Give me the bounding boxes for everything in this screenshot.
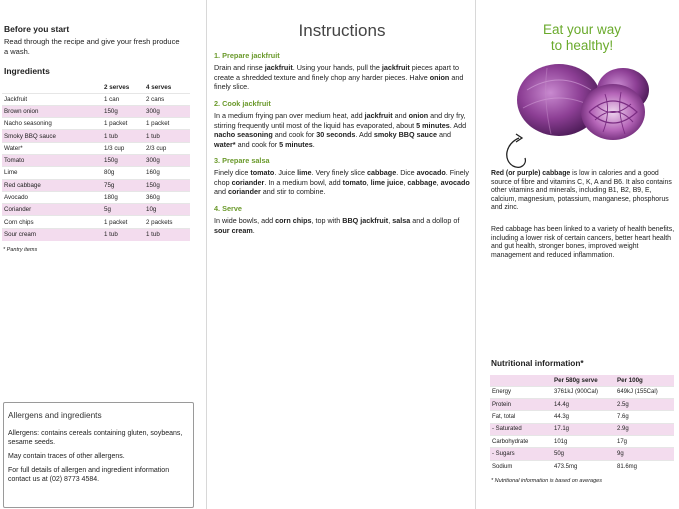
allergen-traces: May contain traces of other allergens. [8, 453, 125, 460]
nutrition-note: * Nutritional information is based on averages [491, 478, 602, 484]
step-2-heading: 2. Cook jackfruit [214, 99, 271, 108]
ingredient-row-cell: Corn chips [2, 216, 102, 228]
ingredient-row [2, 167, 190, 179]
ingredients-header-cell: 4 serves [146, 84, 172, 92]
ingredient-row-cell: Brown onion [2, 105, 102, 117]
ingredient-row-cell: 1 packet [102, 216, 144, 228]
eat-healthy-heading [527, 22, 637, 54]
before-you-start-heading: Before you start [4, 24, 70, 34]
step-3-heading: 3. Prepare salsa [214, 156, 270, 165]
nutrition-row-cell: 2.5g [615, 398, 674, 410]
allergen-contains: Allergens: contains cereals containing gluten, soybeans, sesame seeds. [8, 430, 183, 446]
ingredient-row [2, 179, 190, 191]
ingredient-row-cell: 1 tub [144, 228, 190, 240]
ingredient-row [2, 130, 190, 142]
step-2-body: In a medium frying pan over medium heat, add jackfruit and onion and dry fry, stirring frequently until most of the liquid has evaporated, about 5 minutes. Add nacho seasoning and cook for 30 seconds. Add smoky BBQ sauce and water* and cook for 5 minutes. [214, 111, 467, 149]
nutrition-row-cell: Carbohydrate [490, 436, 552, 448]
nutrition-row [490, 448, 674, 460]
nutrition-row [490, 398, 674, 410]
left-column [0, 0, 197, 509]
ingredient-row-cell: Red cabbage [2, 179, 102, 191]
nutrition-row [490, 423, 674, 435]
ingredient-row-cell: Coriander [2, 204, 102, 216]
ingredient-row-cell: 2 cans [144, 93, 190, 105]
ingredient-row-cell: Nacho seasoning [2, 118, 102, 130]
ingredient-row-cell: 1 packet [144, 118, 190, 130]
ingredients-table [2, 83, 190, 241]
nutrition-heading: Nutritional information* [491, 358, 584, 368]
ingredient-row-cell: 360g [144, 191, 190, 203]
ingredient-row-cell: 10g [144, 204, 190, 216]
ingredient-row-cell: 150g [102, 154, 144, 166]
ingredient-row-cell: Avocado [2, 191, 102, 203]
ingredient-row-cell: 300g [144, 154, 190, 166]
nutrition-header-row [490, 375, 674, 386]
nutrition-row-cell: 14.4g [552, 398, 615, 410]
nutrition-row-cell: 7.6g [615, 411, 674, 423]
cabbage-paragraph-1: Red (or purple) cabbage is low in calories and a good source of fibre and vitamins C, K, A and B6. It also contains other vitamins and minerals, including B1, B2, B9, E, calcium, magnesium, potassium, manganese, phosphorus and zinc. [491, 170, 672, 211]
red-cabbage-image [487, 60, 679, 170]
ingredient-row-cell: Water* [2, 142, 102, 154]
ingredient-row-cell: 2 packets [144, 216, 190, 228]
instructions-heading: Instructions [298, 21, 386, 40]
ingredient-row-cell: 1 tub [102, 130, 144, 142]
nutrition-row-cell: Fat, total [490, 411, 552, 423]
ingredient-row-cell: 180g [102, 191, 144, 203]
before-you-start-text: Read through the recipe and give your fresh produce a wash. [4, 37, 180, 56]
nutrition-header-cell [490, 375, 552, 386]
nutrition-row [490, 460, 674, 472]
allergen-heading: Allergens and ingredients [8, 410, 102, 420]
nutrition-row-cell: 473.5mg [552, 460, 615, 472]
nutrition-row-cell: - Saturated [490, 423, 552, 435]
ingredient-row [2, 191, 190, 203]
ingredient-row-cell: 160g [144, 167, 190, 179]
nutrition-row-cell: 101g [552, 436, 615, 448]
ingredient-row-cell: 1 tub [102, 228, 144, 240]
ingredient-row-cell: 150g [144, 179, 190, 191]
ingredient-row [2, 118, 190, 130]
ingredient-row-cell: 150g [102, 105, 144, 117]
nutrition-row-cell: 3761kJ (900Cal) [552, 386, 615, 398]
ingredient-row-cell: Sour cream [2, 228, 102, 240]
nutrition-row-cell: - Sugars [490, 448, 552, 460]
nutrition-table [490, 375, 674, 473]
nutrition-row-cell: Sodium [490, 460, 552, 472]
ingredient-row-cell: 300g [144, 105, 190, 117]
nutrition-row-cell: 649kJ (155Cal) [615, 386, 674, 398]
nutrition-row [490, 386, 674, 398]
nutrition-row-cell: 17.1g [552, 423, 615, 435]
nutrition-row [490, 411, 674, 423]
nutrition-row-cell: 50g [552, 448, 615, 460]
nutrition-row-cell: 81.6mg [615, 460, 674, 472]
ingredients-header-row [2, 83, 190, 93]
ingredient-row-cell: 1 tub [144, 130, 190, 142]
ingredient-row-cell: 2/3 cup [144, 142, 190, 154]
ingredient-row [2, 105, 190, 117]
step-4-heading: 4. Serve [214, 204, 242, 213]
step-1-heading: 1. Prepare jackfruit [214, 51, 280, 60]
ingredient-row [2, 204, 190, 216]
ingredient-row-cell: 1/3 cup [102, 142, 144, 154]
allergen-contact: For full details of allergen and ingredient information contact us at (02) 8773 4584. [8, 467, 170, 483]
ingredient-row-cell: Lime [2, 167, 102, 179]
ingredient-row-cell: Tomato [2, 154, 102, 166]
nutrition-row-cell: 44.3g [552, 411, 615, 423]
ingredient-row [2, 154, 190, 166]
ingredient-row-cell: 1 packet [102, 118, 144, 130]
ingredient-row-cell: 1 can [102, 93, 144, 105]
nutrition-row-cell: 9g [615, 448, 674, 460]
healthy-column [487, 0, 679, 509]
cabbage-paragraph-2: Red cabbage has been linked to a variety of health benefits, including a lower risk of certain cancers, better heart health and gut health, stronger bones, improved weight management and reduced inflammation. [491, 226, 675, 259]
nutrition-row-cell: 2.9g [615, 423, 674, 435]
ingredient-row [2, 228, 190, 240]
ingredient-row [2, 142, 190, 154]
nutrition-row-cell: Protein [490, 398, 552, 410]
instructions-column [206, 0, 476, 509]
ingredient-row-cell: 80g [102, 167, 144, 179]
allergen-box [3, 402, 194, 508]
ingredients-heading: Ingredients [4, 66, 50, 76]
ingredient-row-cell: 75g [102, 179, 144, 191]
nutrition-header-cell: Per 100g [615, 375, 674, 386]
eat-healthy-line-1: Eat your way [542, 22, 622, 37]
ingredients-header-cell [2, 83, 102, 93]
ingredient-row-cell: Smoky BBQ sauce [2, 130, 102, 142]
step-1-body: Drain and rinse jackfruit. Using your hands, pull the jackfruit pieces apart to create a shredded texture and finely chop any harder pieces. Halve onion and finely slice. [214, 63, 464, 92]
ingredient-row [2, 93, 190, 105]
ingredient-row [2, 216, 190, 228]
nutrition-row-cell: 17g [615, 436, 674, 448]
step-4-body: In wide bowls, add corn chips, top with BBQ jackfruit, salsa and a dollop of sour cream. [214, 216, 460, 235]
nutrition-row-cell: Energy [490, 386, 552, 398]
nutrition-row [490, 436, 674, 448]
nutrition-header-cell: Per 580g serve [552, 375, 615, 386]
curved-arrow-icon [507, 134, 526, 167]
ingredient-row-cell: 5g [102, 204, 144, 216]
step-3-body: Finely dice tomato. Juice lime. Very finely slice cabbage. Dice avocado. Finely chop coriander. In a medium bowl, add tomato, lime juice, cabbage, avocado and coriander and stir to combine. [214, 168, 470, 197]
pantry-note: * Pantry items [3, 247, 38, 253]
ingredients-header-cell: 2 serves [104, 84, 130, 92]
ingredient-row-cell: Jackfruit [2, 93, 102, 105]
eat-healthy-line-2: to healthy! [550, 38, 614, 53]
